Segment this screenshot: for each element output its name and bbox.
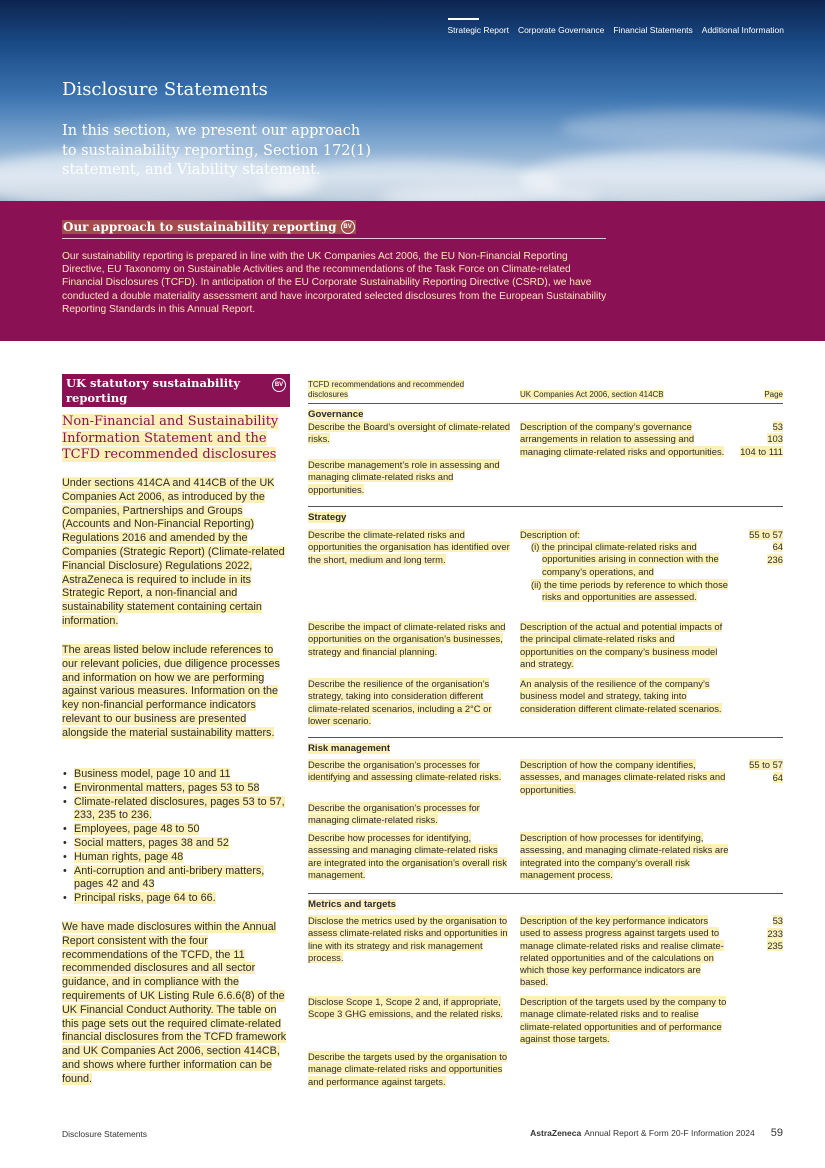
areas-paragraph: The areas listed below include references to our relevant policies, due diligence processes and information on how we are performing against various measures. Information on the key non-financial performance indicators relevant to our business are presented alongside the material sustainability matters. — [62, 644, 280, 739]
section-title-strategy: Strategy — [308, 512, 347, 523]
statement-subheading: Non-Financial and Sustainability Information Statement and the TCFD recommended disclosures — [62, 414, 279, 462]
table-cell: Describe the impact of climate-related risks and opportunities on the organisation’s businesses, strategy and financial planning. — [308, 621, 506, 657]
approach-heading-text: Our approach to sustainability reporting — [63, 220, 337, 234]
bv-badge-icon: BV — [272, 378, 286, 392]
list-item: • Employees, page 48 to 50 — [62, 823, 290, 837]
table-cell: Describe the climate-related risks and opportunities the organisation has identified over the short, medium and long term. — [308, 529, 510, 565]
col-header-companies-act: UK Companies Act 2006, section 414CB — [520, 390, 664, 399]
table-cell: Describe the resilience of the organisation’s strategy, taking into consideration different climate-related scenarios, including a 2°C or lower scenario. — [308, 678, 492, 726]
col-header-tcfd: TCFD recommendations and recommended disclosures — [308, 380, 465, 399]
page-ref: 64 — [772, 541, 783, 552]
table-cell: (i) the principal climate-related risks and opportunities arising in connection with the company’s operations, and — [531, 541, 719, 577]
areas-list — [62, 768, 290, 906]
table-cell: Description of the key performance indicators used to assess progress against targets used to manage climate-related risks and realise climate-related opportunities and of the calculations on which those key performance indicators are based. — [520, 915, 724, 988]
col-header-page: Page — [764, 390, 783, 399]
table-cell: Description of how the company identifies, assesses, and manages climate-related risks and opportunities. — [520, 759, 726, 795]
page-ref: 55 to 57 — [749, 529, 783, 540]
table-cell: Describe the targets used by the organisation to manage climate-related risks and opportunities and performance against targets. — [308, 1051, 508, 1087]
nav-corporate-governance[interactable]: Corporate Governance — [517, 25, 605, 35]
page-ref: 103 — [767, 433, 783, 444]
table-cell: Describe the Board’s oversight of climate-related risks. — [308, 421, 511, 445]
list-item: • Principal risks, page 64 to 66. — [62, 892, 290, 906]
list-item: • Environmental matters, pages 53 to 58 — [62, 782, 290, 796]
page-ref: 55 to 57 — [749, 759, 783, 770]
page-number: 59 — [770, 1127, 783, 1139]
page-ref: 235 — [767, 940, 783, 951]
hero-banner — [0, 0, 825, 201]
list-item: • Social matters, pages 38 and 52 — [62, 837, 290, 851]
nav-financial-statements[interactable]: Financial Statements — [613, 25, 693, 35]
intro-paragraph: Under sections 414CA and 414CB of the UK Companies Act 2006, as introduced by the Companies, Partnerships and Groups (Accounts and Non-Financial Reporting) Regulations 2016 and amended by the Companies (Strategic Report) (Climate-related Financial Disclosure) Regulations 2022, AstraZeneca is required to include in its Strategic Report, a non-financial and sustainability statement containing certain information. — [62, 477, 285, 627]
statutory-heading — [62, 374, 290, 407]
footer-doc-title: Annual Report & Form 20-F Information 2024 — [584, 1128, 755, 1138]
page-title: Disclosure Statements — [62, 79, 268, 100]
footer-doc-info — [530, 1127, 783, 1139]
list-item: • Anti-corruption and anti-bribery matters, pages 42 and 43 — [62, 865, 290, 893]
table-cell: Description of: — [520, 529, 580, 540]
page-ref: 233 — [767, 928, 783, 939]
table-cell: Describe the organisation’s processes for identifying and assessing climate-related risks. — [308, 759, 502, 783]
page-ref: 53 — [772, 421, 783, 432]
page-ref: 53 — [772, 915, 783, 926]
section-title-governance: Governance — [308, 409, 364, 420]
page-ref: 64 — [772, 772, 783, 783]
section-nav — [448, 25, 784, 35]
table-cell: Disclose Scope 1, Scope 2 and, if appropriate, Scope 3 GHG emissions, and the related risks. — [308, 996, 503, 1020]
cloud-shape — [560, 110, 825, 146]
table-cell: Describe the organisation’s processes for managing climate-related risks. — [308, 802, 480, 826]
compliance-paragraph: We have made disclosures within the Annual Report consistent with the four recommendations of the TCFD, the 11 recommended disclosures and all sector guidance, and in compliance with the requirements of UK Listing Rule 6.6.6(8) of the UK Financial Conduct Authority. The table on this page sets out the required climate-related financial disclosures from the TCFD framework and UK Companies Act 2006, section 414CB, and shows where further information can be found. — [62, 921, 287, 1085]
list-item: • Human rights, page 48 — [62, 851, 290, 865]
page-ref: 104 to 111 — [740, 446, 783, 457]
divider — [308, 893, 783, 894]
footer-brand: AstraZeneca — [530, 1128, 582, 1138]
nav-additional-information[interactable]: Additional Information — [701, 25, 784, 35]
approach-heading — [62, 220, 356, 234]
statutory-heading-text: UK statutory sustainability reporting — [66, 376, 241, 405]
bv-badge-icon: BV — [341, 220, 355, 234]
table-cell: An analysis of the resilience of the company’s business model and strategy, taking into consideration different climate-related scenarios. — [520, 678, 722, 714]
table-cell: Describe management’s role in assessing and managing climate-related risks and opportunities. — [308, 459, 500, 495]
table-cell: Description of the company’s governance arrangements in relation to assessing and managing climate-related risks and opportunities. — [520, 421, 725, 457]
footer-section-name: Disclosure Statements — [62, 1129, 148, 1139]
divider — [308, 737, 783, 738]
divider — [62, 238, 606, 239]
list-item: • Climate-related disclosures, pages 53 to 57, 233, 235 to 236. — [62, 796, 290, 824]
table-cell: Description of how processes for identifying, assessing, and managing climate-related risks are integrated into the company’s overall risk management process. — [520, 832, 729, 880]
approach-text: Our sustainability reporting is prepared in line with the UK Companies Act 2006, the EU Non-Financial Reporting Directive, EU Taxonomy on Sustainable Activities and the recommendations of the Task Force on Climate-related Financial Disclosures (TCFD). In anticipation of the EU Corporate Sustainability Reporting Directive (CSRD), we have conducted a double materiality assessment and have incorporated selected disclosures from the European Sustainability Reporting Standards in this Annual Report. — [62, 251, 607, 315]
list-item: • Business model, page 10 and 11 — [62, 768, 290, 782]
page-ref: 236 — [767, 554, 783, 565]
divider — [308, 506, 783, 507]
table-cell: Description of the actual and potential impacts of the principal climate-related risks and opportunities on the company’s business model and strategy. — [520, 621, 723, 669]
table-cell: (ii) the time periods by reference to which those risks and opportunities are assessed. — [531, 579, 728, 603]
section-title-metrics: Metrics and targets — [308, 899, 396, 910]
nav-strategic-report[interactable]: Strategic Report — [447, 25, 509, 35]
table-cell: Description of the targets used by the company to manage climate-related risks and to realise climate-related opportunities and of performance against those targets. — [520, 996, 727, 1044]
section-title-risk: Risk management — [308, 743, 391, 754]
page-subtitle: In this section, we present our approach to sustainability reporting, Section 172(1) statement, and Viability statement. — [62, 123, 372, 178]
table-cell: Describe how processes for identifying, assessing and managing climate-related risks are integrated into the organisation’s overall risk management. — [308, 832, 507, 880]
divider — [308, 403, 783, 404]
table-cell: Disclose the metrics used by the organisation to assess climate-related risks and opportunities in line with its strategy and risk management process. — [308, 915, 508, 963]
